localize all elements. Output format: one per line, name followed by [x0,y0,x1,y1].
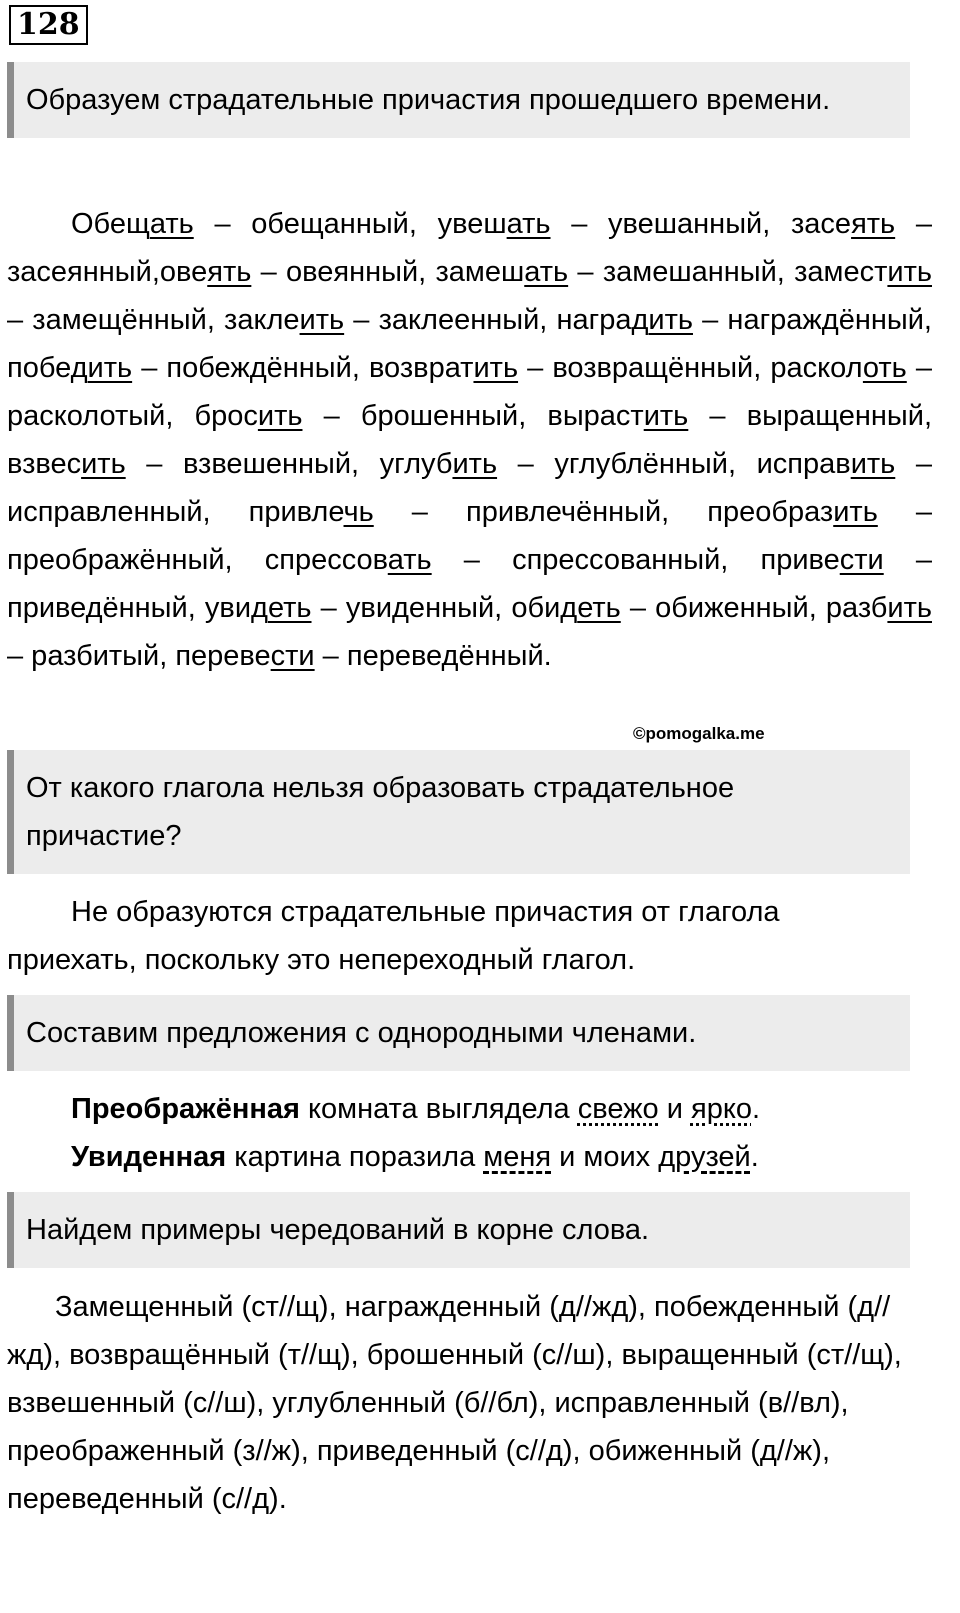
text-fragment: – овеянный, замеш [251,256,525,288]
text-fragment: – замещённый, закле [7,304,300,336]
verb-suffix: еть [267,592,312,624]
task-heading-3: Составим предложения с однородными членами. [7,995,910,1071]
verb-suffix: ить [850,448,896,480]
watermark: ©pomogalka.me [633,724,765,743]
text-fragment: – возвращённый, раскол [518,352,863,384]
text-fragment: – углублённый, исправ [497,448,851,480]
homogeneous-member: друзей [658,1141,751,1173]
text-fragment: – увешанный, засе [550,208,852,240]
text-fragment: – награждённый, побед [7,304,932,384]
verb-suffix: ять [851,208,896,240]
verb-suffix: ить [648,304,693,336]
verb-suffix: ать [149,208,194,240]
text-fragment: – заклеенный, наград [344,304,649,336]
text-fragment: – спрессованный, приве [431,544,840,576]
verb-suffix: ить [887,592,932,624]
answer-paragraph-1 [7,200,932,680]
exercise-number: 128 [9,5,88,45]
verb-suffix: еть [577,592,621,624]
verb-suffix: ить [643,400,689,432]
sentence-1: Преображённая комната выглядела свежо и ярко. [71,1093,761,1125]
task-heading-2: От какого глагола нельзя образовать страдательное причастие? [7,750,910,874]
verb-suffix: ить [299,304,345,336]
verb-suffix: ить [87,352,133,384]
verb-suffix: ить [452,448,498,480]
verb-suffix: ить [887,256,932,288]
text-fragment: – приведённый, увид [7,544,932,624]
verb-suffix: ять [207,256,252,288]
homogeneous-member: свежо [577,1093,659,1125]
verb-suffix: ить [257,400,303,432]
verb-suffix: ать [387,544,432,576]
sentence-2: Увиденная картина поразила меня и моих друзей. [71,1141,759,1173]
text-fragment: – взвешенный, углуб [125,448,453,480]
text-fragment: – переведённый. [314,640,552,672]
verb-suffix: ать [506,208,551,240]
answer-paragraph-2: Не образуются страдательные причастия от глагола приехать, поскольку это непереходный глагол. [7,896,780,976]
verb-suffix: ить [833,496,878,528]
text-fragment: – разбитый, переве [7,640,271,672]
text-fragment: – замешанный, замест [568,256,888,288]
verb-suffix: сти [839,544,884,576]
sentence-2-participle: Увиденная [71,1141,227,1173]
homogeneous-member: ярко [690,1093,752,1125]
verb-suffix: ить [473,352,519,384]
text-fragment: – побеждённый, возврат [132,352,474,384]
text-fragment: – засеянный,ове [7,208,933,288]
text-fragment: – брошенный, выраст [302,400,644,432]
task-heading-4: Найдем примеры чередований в корне слова. [7,1192,910,1268]
text-fragment: – обиженный, разб [620,592,888,624]
text-fragment: Обещ [71,208,150,240]
text-fragment: – увиденный, обид [311,592,578,624]
text-fragment: – привлечённый, преобраз [373,496,834,528]
verb-suffix: ать [524,256,569,288]
verb-suffix: чь [343,496,374,528]
text-fragment: – преображённый, спрессов [7,496,933,576]
verb-suffix: ить [81,448,126,480]
verb-suffix: оть [862,352,907,384]
text-fragment: – обещанный, увеш [193,208,507,240]
sentence-1-participle: Преображённая [71,1093,300,1125]
answer-paragraph-4: Замещенный (ст//щ), награжденный (д//жд), побежденный (д//жд), возвращённый (т//щ), брошенный (с//ш), выращенный (ст//щ), взвешенный (с//ш), углубленный (б//бл), исправленный (в//вл), преображенный (з//ж), приведенный (с//д), обиженный (д//ж), переведенный (с//д). [7,1291,902,1515]
verb-suffix: сти [270,640,315,672]
task-heading-1: Образуем страдательные причастия прошедшего времени. [7,62,910,138]
text-fragment: – исправленный, привле [7,448,932,528]
text-fragment: – выращенный, взвес [7,400,932,480]
text-fragment: – расколотый, брос [7,352,932,432]
homogeneous-member: меня [483,1141,552,1173]
